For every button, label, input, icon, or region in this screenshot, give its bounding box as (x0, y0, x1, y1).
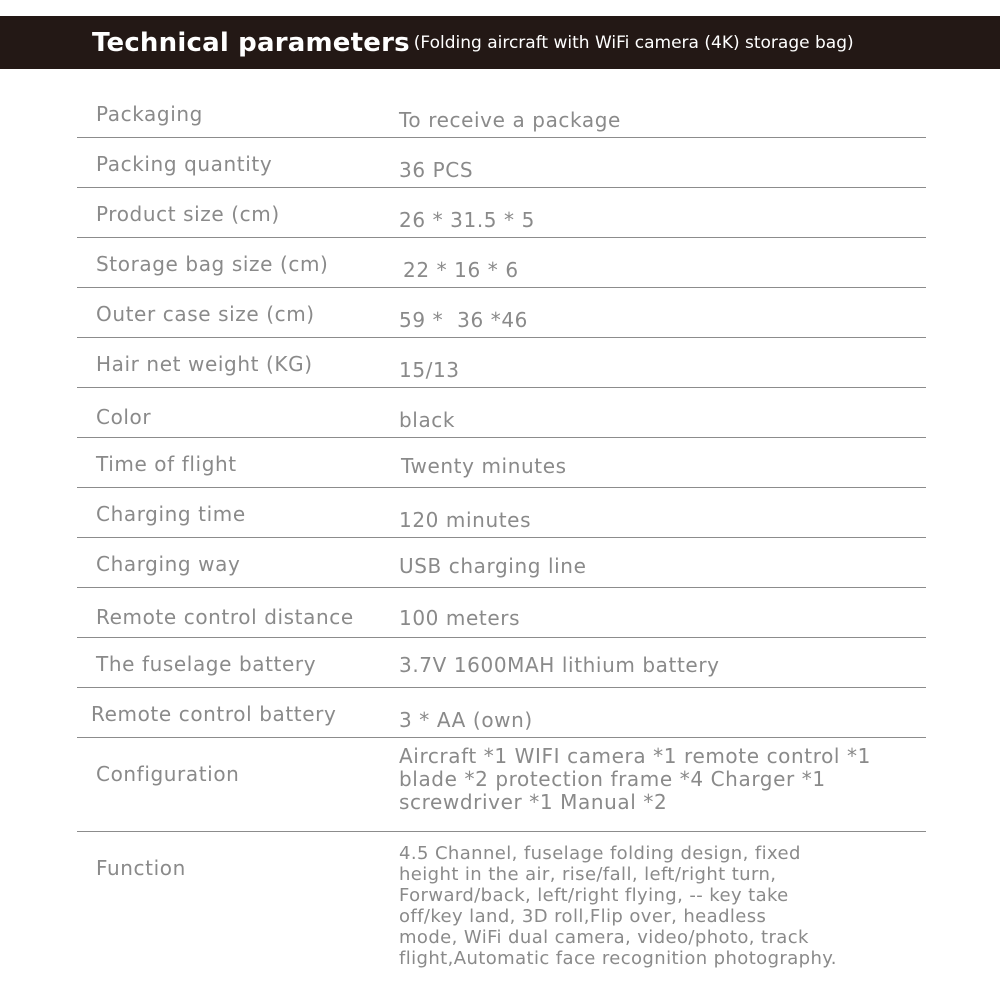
row-value: To receive a package (399, 108, 621, 132)
table-row-remote-battery (77, 688, 926, 738)
table-row-configuration (77, 738, 926, 832)
table-row-function (77, 832, 926, 982)
row-label: Packaging (96, 102, 203, 126)
row-label: The fuselage battery (96, 652, 317, 676)
row-value: 4.5 Channel, fuselage folding design, fixed height in the air, rise/fall, left/right turn, Forward/back, left/right flying, -- key take off/key land, 3D roll,Flip over, headless mode, WiFi dual camera, video/photo, track flight,Automatic face recognition photography. (399, 843, 837, 969)
header-bar (0, 16, 1000, 69)
table-row-charging-way (77, 538, 926, 588)
row-label: Storage bag size (cm) (96, 252, 329, 276)
parameters-table (77, 88, 926, 982)
row-label: Function (96, 856, 186, 880)
row-value: 120 minutes (399, 508, 532, 532)
row-label: Configuration (96, 762, 240, 786)
table-row-fuselage-battery (77, 638, 926, 688)
row-value: 22 * 16 * 6 (403, 258, 519, 282)
table-row-outer-case-size (77, 288, 926, 338)
row-label: Charging way (96, 552, 241, 576)
row-label: Outer case size (cm) (96, 302, 315, 326)
row-value: 36 PCS (399, 158, 474, 182)
row-label: Product size (cm) (96, 202, 280, 226)
table-row-remote-distance (77, 588, 926, 638)
table-row-product-size (77, 188, 926, 238)
row-value: 100 meters (399, 606, 521, 630)
table-row-storage-bag-size (77, 238, 926, 288)
table-row-time-of-flight (77, 438, 926, 488)
row-value: black (399, 408, 456, 432)
row-value: 3 * AA (own) (399, 708, 533, 732)
table-row-net-weight (77, 338, 926, 388)
table-row-charging-time (77, 488, 926, 538)
row-value: 15/13 (399, 358, 460, 382)
table-row-packing-quantity (77, 138, 926, 188)
row-value: 26 * 31.5 * 5 (399, 208, 535, 232)
row-label: Packing quantity (96, 152, 273, 176)
row-value: 3.7V 1600MAH lithium battery (399, 653, 720, 677)
row-value: USB charging line (399, 554, 587, 578)
row-value: Twenty minutes (401, 454, 567, 478)
page-subtitle: (Folding aircraft with WiFi camera (4K) storage bag) (413, 32, 854, 53)
row-value: 59 * 36 *46 (399, 308, 528, 332)
row-label: Hair net weight (KG) (96, 352, 313, 376)
table-row-color (77, 388, 926, 438)
page-title: Technical parameters (92, 27, 410, 58)
row-value: Aircraft *1 WIFI camera *1 remote control *1 blade *2 protection frame *4 Charger *1 screwdriver *1 Manual *2 (399, 744, 871, 814)
row-label: Time of flight (96, 452, 237, 476)
row-label: Charging time (96, 502, 246, 526)
table-row-packaging (77, 88, 926, 138)
row-label: Remote control distance (96, 605, 354, 629)
row-label: Color (96, 405, 152, 429)
row-label: Remote control battery (91, 702, 337, 726)
